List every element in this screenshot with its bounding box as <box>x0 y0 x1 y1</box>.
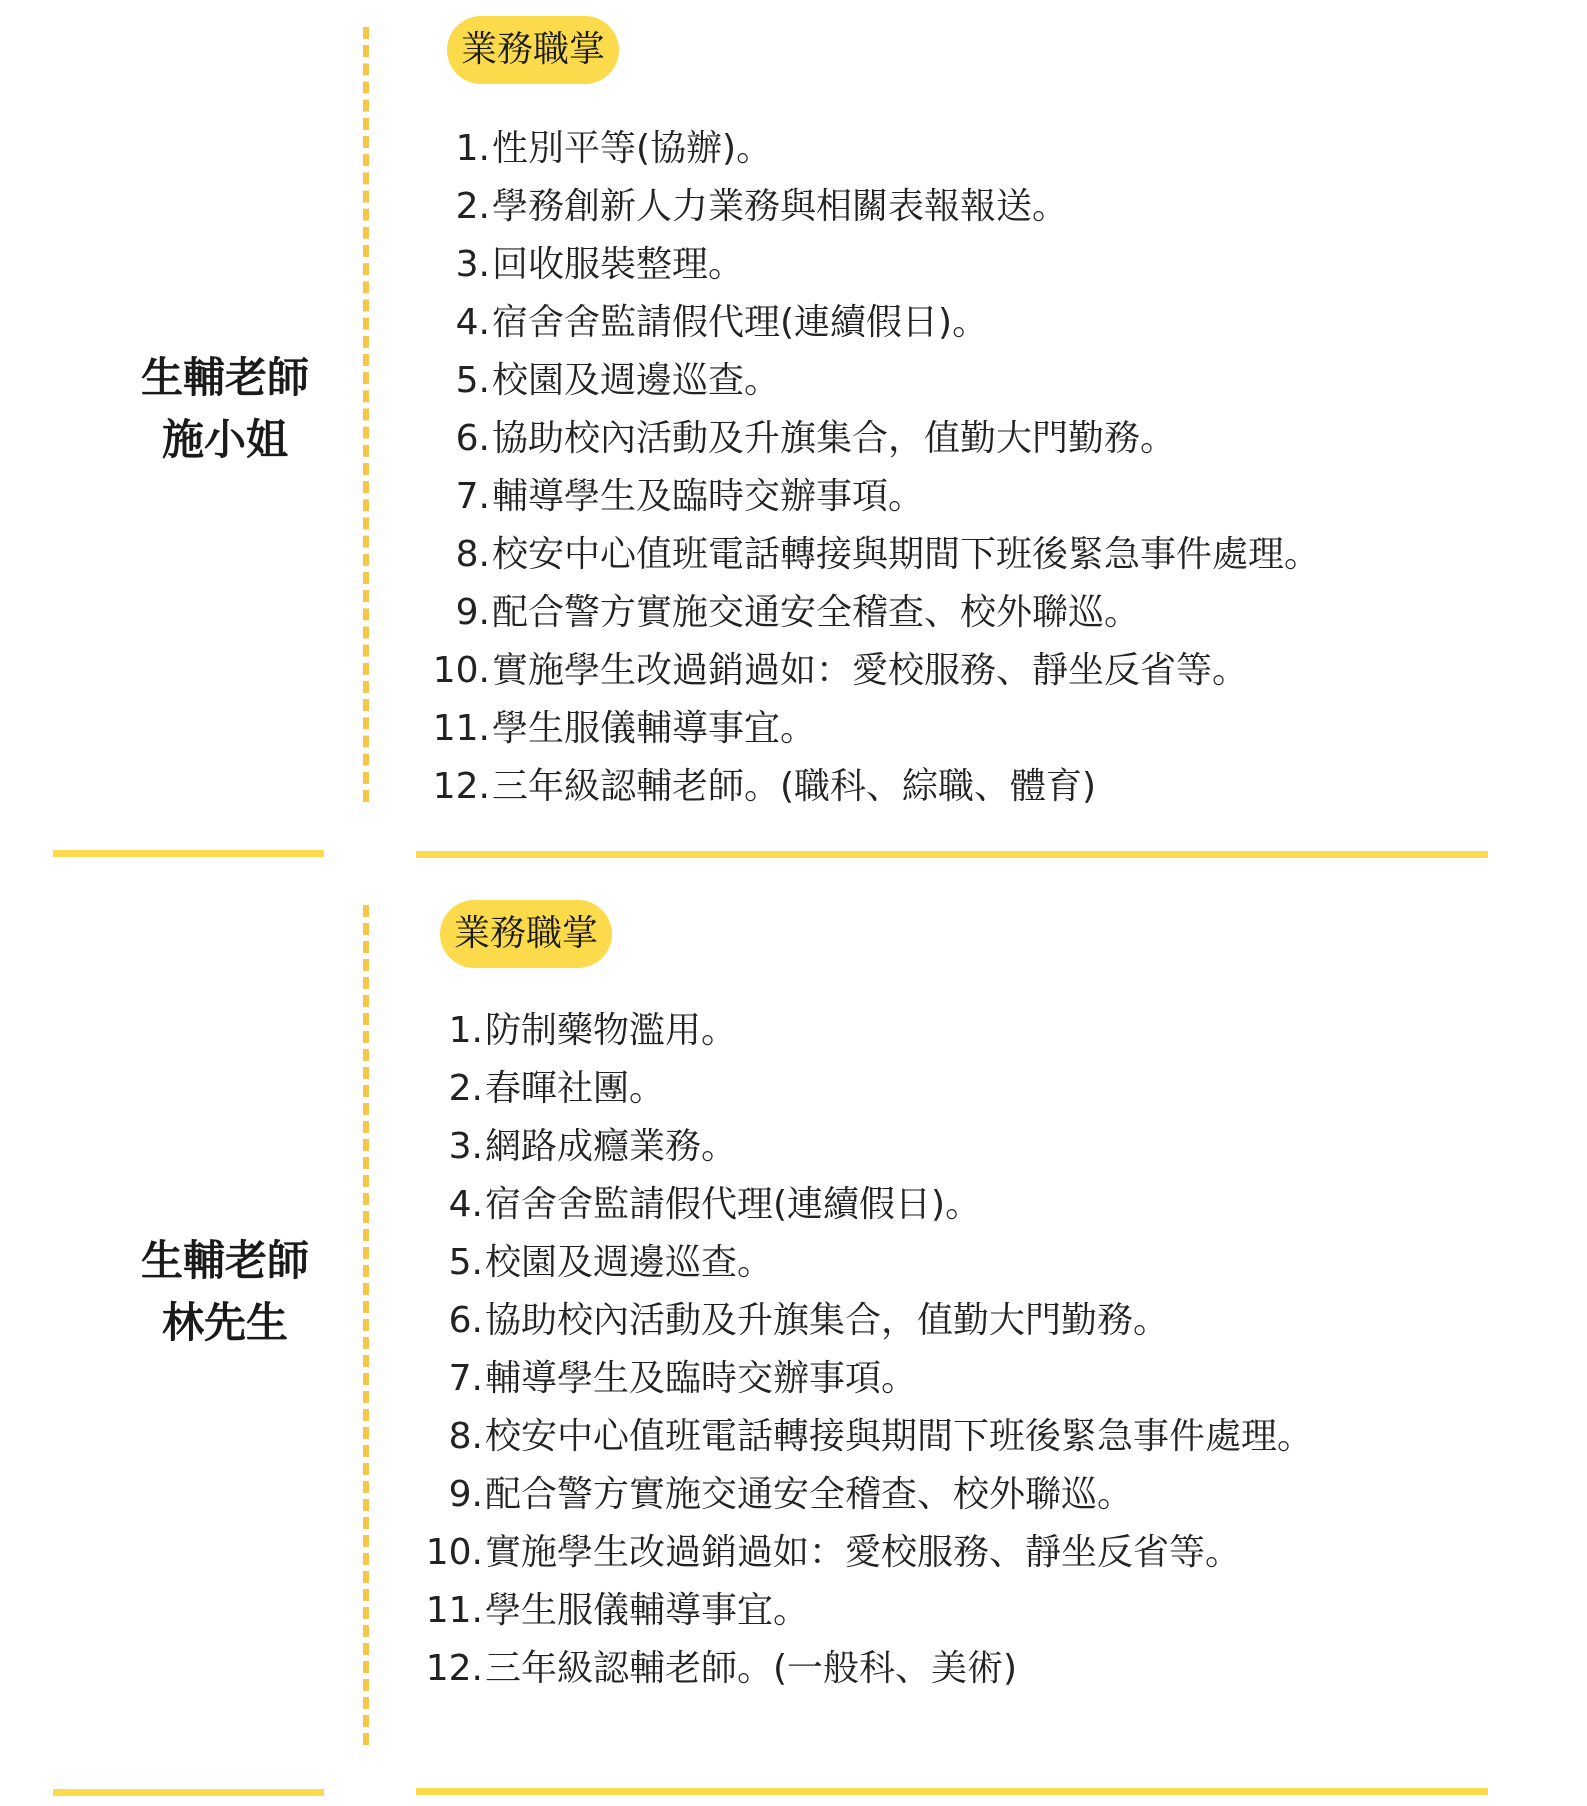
duty-number: 12. <box>432 766 490 807</box>
section-rule-right <box>416 1788 1488 1795</box>
staff-name-block <box>90 1230 360 1354</box>
dashed-divider <box>363 27 369 802</box>
duty-item <box>420 700 1320 758</box>
duty-text: 學生服儀輔導事宜。 <box>492 708 817 749</box>
duty-item <box>420 468 1320 526</box>
duty-number: 7. <box>448 1358 483 1399</box>
section-rule-right <box>416 851 1488 858</box>
duty-number: 4. <box>448 1184 483 1225</box>
duty-text: 宿舍舍監請假代理(連續假日)。 <box>485 1184 982 1225</box>
staff-section-2 <box>0 885 1587 1806</box>
duty-item <box>420 352 1320 410</box>
duty-number: 10. <box>432 650 490 691</box>
duty-text: 校園及週邊巡查。 <box>492 360 781 401</box>
duty-item <box>420 758 1320 816</box>
duty-item <box>413 1234 1313 1292</box>
duty-item <box>420 294 1320 352</box>
duty-number: 4. <box>455 302 490 343</box>
duty-text: 輔導學生及臨時交辦事項。 <box>492 476 925 517</box>
duty-number: 9. <box>448 1474 483 1515</box>
duty-number: 7. <box>455 476 490 517</box>
duty-text: 校安中心值班電話轉接與期間下班後緊急事件處理。 <box>492 534 1321 575</box>
duty-item <box>413 1118 1313 1176</box>
duty-item <box>413 1582 1313 1640</box>
duty-text: 配合警方實施交通安全稽查、校外聯巡。 <box>492 592 1141 633</box>
duty-text: 防制藥物濫用。 <box>485 1010 738 1051</box>
duty-item <box>413 1176 1313 1234</box>
duty-text: 三年級認輔老師。(職科、綜職、體育) <box>492 766 1097 807</box>
duty-item <box>413 1002 1313 1060</box>
duty-number: 11. <box>432 708 490 749</box>
duty-number: 1. <box>448 1010 483 1051</box>
duty-number: 3. <box>448 1126 483 1167</box>
duty-item <box>413 1350 1313 1408</box>
duty-item <box>413 1466 1313 1524</box>
duty-number: 6. <box>455 418 490 459</box>
duty-item <box>420 410 1320 468</box>
duty-number: 10. <box>425 1532 483 1573</box>
duty-number: 6. <box>448 1300 483 1341</box>
duty-number: 8. <box>448 1416 483 1457</box>
staff-title: 生輔老師 <box>140 1236 309 1285</box>
duty-text: 校安中心值班電話轉接與期間下班後緊急事件處理。 <box>485 1416 1314 1457</box>
duty-text: 三年級認輔老師。(一般科、美術) <box>485 1648 1018 1689</box>
duty-number: 11. <box>425 1590 483 1631</box>
duty-number: 9. <box>455 592 490 633</box>
duty-text: 性別平等(協辦)。 <box>492 128 773 169</box>
duty-number: 5. <box>448 1242 483 1283</box>
duty-item <box>420 642 1320 700</box>
duty-item <box>413 1640 1313 1698</box>
duty-text: 輔導學生及臨時交辦事項。 <box>485 1358 918 1399</box>
duty-number: 8. <box>455 534 490 575</box>
duty-number: 12. <box>425 1648 483 1689</box>
duties-badge: 業務職掌 <box>447 16 619 84</box>
staff-name: 林先生 <box>161 1298 288 1347</box>
duty-text: 協助校內活動及升旗集合，值勤大門勤務。 <box>485 1300 1170 1341</box>
duty-item <box>420 584 1320 642</box>
duty-item <box>420 236 1320 294</box>
staff-section-1 <box>0 0 1587 870</box>
duty-text: 協助校內活動及升旗集合，值勤大門勤務。 <box>492 418 1177 459</box>
duty-number: 2. <box>455 186 490 227</box>
duty-item <box>420 120 1320 178</box>
duties-list <box>413 1002 1313 1698</box>
section-rule-left <box>53 850 324 857</box>
duty-item <box>420 178 1320 236</box>
duty-number: 2. <box>448 1068 483 1109</box>
duty-text: 學生服儀輔導事宜。 <box>485 1590 810 1631</box>
duty-item <box>413 1060 1313 1118</box>
duty-item <box>413 1292 1313 1350</box>
duty-text: 網路成癮業務。 <box>485 1126 738 1167</box>
duty-text: 學務創新人力業務與相關表報報送。 <box>492 186 1069 227</box>
duties-list <box>420 120 1320 816</box>
staff-name: 施小姐 <box>161 415 288 464</box>
section-rule-left <box>53 1789 324 1796</box>
duty-item <box>420 526 1320 584</box>
dashed-divider <box>363 905 369 1745</box>
duty-number: 3. <box>455 244 490 285</box>
duty-text: 實施學生改過銷過如：愛校服務、靜坐反省等。 <box>492 650 1249 691</box>
duty-text: 回收服裝整理。 <box>492 244 745 285</box>
duty-item <box>413 1524 1313 1582</box>
duty-item <box>413 1408 1313 1466</box>
staff-title: 生輔老師 <box>140 353 309 402</box>
duty-text: 配合警方實施交通安全稽查、校外聯巡。 <box>485 1474 1134 1515</box>
staff-name-block <box>90 347 360 471</box>
duty-text: 實施學生改過銷過如：愛校服務、靜坐反省等。 <box>485 1532 1242 1573</box>
duty-number: 1. <box>455 128 490 169</box>
duties-badge: 業務職掌 <box>440 900 612 968</box>
duty-text: 宿舍舍監請假代理(連續假日)。 <box>492 302 989 343</box>
duty-text: 校園及週邊巡查。 <box>485 1242 774 1283</box>
duty-number: 5. <box>455 360 490 401</box>
duty-text: 春暉社團。 <box>485 1068 666 1109</box>
